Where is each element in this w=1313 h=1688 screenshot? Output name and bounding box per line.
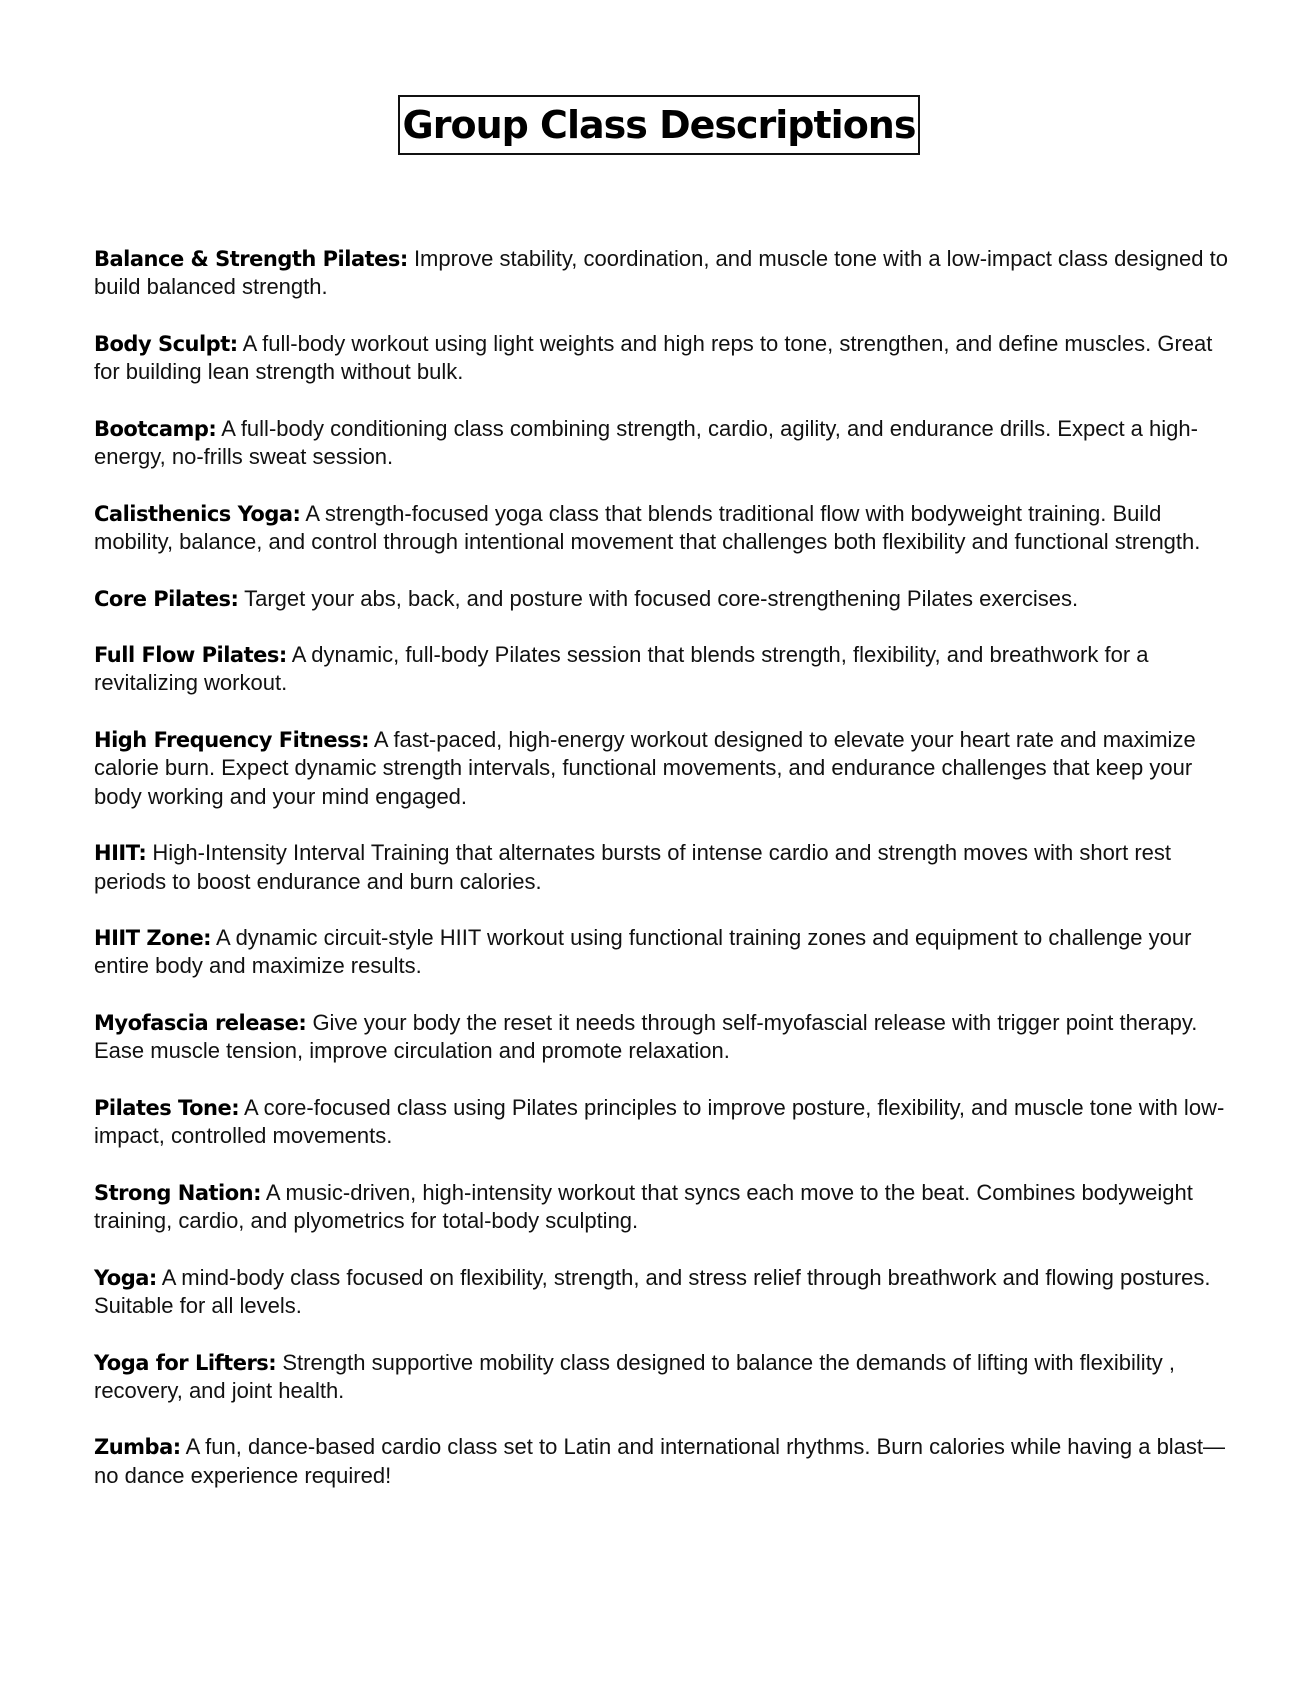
class-entry [94,726,1234,811]
class-name: Full Flow Pilates: [94,643,287,668]
class-name: Yoga: [94,1265,157,1290]
class-entry [94,1179,1234,1236]
class-list [94,245,1234,1518]
class-entry [94,839,1234,896]
class-description: Target your abs, back, and posture with focused core-strengthening Pilates exercises. [244,585,1079,611]
class-entry [94,415,1234,472]
class-description: A core-focused class using Pilates principles to improve posture, flexibility, and muscle tone with low-impact, controlled movements. [94,1094,1225,1149]
class-name: Bootcamp: [94,416,217,441]
class-entry [94,1433,1234,1490]
class-description: A music-driven, high-intensity workout that syncs each move to the beat. Combines bodyweight training, cardio, and plyometrics for total-body sculpting. [94,1179,1193,1234]
class-description: A fun, dance-based cardio class set to Latin and international rhythms. Burn calories while having a blast—no dance experience required! [94,1434,1226,1488]
class-entry [94,1264,1234,1321]
class-name: Body Sculpt: [94,331,238,356]
class-entry [94,1009,1234,1066]
class-name: Core Pilates: [94,586,239,611]
class-name: Yoga for Lifters: [94,1350,277,1375]
class-entry [94,924,1234,981]
class-name: HIIT: [94,841,147,866]
class-description: A strength-focused yoga class that blends traditional flow with bodyweight training. Build mobility, balance, and control through intentional movement that challenges both flexibility and functional strength. [94,500,1201,554]
class-entry [94,1094,1234,1151]
class-entry [94,1349,1234,1406]
class-name: Balance & Strength Pilates: [94,247,408,271]
page-title: Group Class Descriptions [402,103,916,147]
class-entry [94,641,1234,698]
class-name: Zumba: [94,1435,181,1460]
class-name: Calisthenics Yoga: [94,501,301,526]
class-name: High Frequency Fitness: [94,728,369,753]
class-description: High-Intensity Interval Training that alternates bursts of intense cardio and strength moves with short rest periods to boost endurance and burn calories. [94,840,1172,894]
class-description: Improve stability, coordination, and muscle tone with a low-impact class designed to build balanced strength. [94,246,1228,300]
class-entry [94,585,1234,613]
class-description: Strength supportive mobility class designed to balance the demands of lifting with flexibility , recovery, and joint health. [94,1349,1176,1403]
class-name: HIIT Zone: [94,926,212,951]
class-name: Strong Nation: [94,1180,261,1205]
class-entry [94,330,1234,387]
class-entry [94,500,1234,557]
class-name: Myofascia release: [94,1011,307,1036]
class-description: A full-body workout using light weights and high reps to tone, strengthen, and define muscles. Great for building lean strength without bulk. [94,330,1213,385]
class-name: Pilates Tone: [94,1095,240,1120]
class-description: A dynamic circuit-style HIIT workout using functional training zones and equipment to challenge your entire body and maximize results. [94,925,1192,979]
class-description: A fast-paced, high-energy workout designed to elevate your heart rate and maximize calorie burn. Expect dynamic strength intervals, functional movements, and endurance challenges that keep your body working and your mind engaged. [94,727,1196,809]
class-description: Give your body the reset it needs through self-myofascial release with trigger point therapy. Ease muscle tension, improve circulation and promote relaxation. [94,1010,1198,1064]
class-entry [94,245,1234,302]
title-box [398,95,920,155]
class-description: A full-body conditioning class combining strength, cardio, agility, and endurance drills. Expect a high-energy, no-frills sweat session. [94,415,1198,470]
class-description: A mind-body class focused on flexibility, strength, and stress relief through breathwork and flowing postures. Suitable for all levels. [94,1264,1211,1318]
class-description: A dynamic, full-body Pilates session that blends strength, flexibility, and breathwork for a revitalizing workout. [94,642,1149,696]
